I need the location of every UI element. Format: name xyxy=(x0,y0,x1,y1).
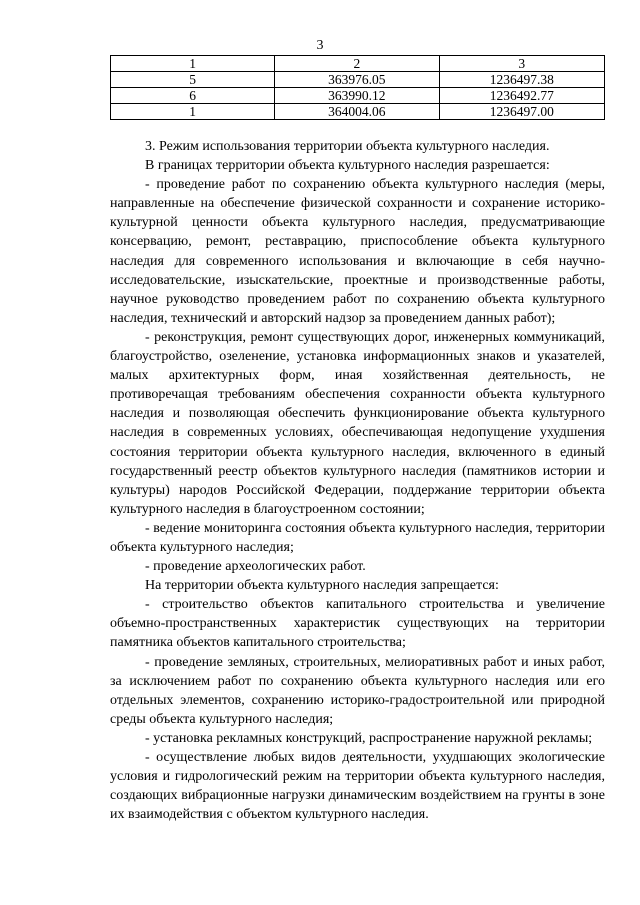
paragraph: На территории объекта культурного наследия запрещается: xyxy=(145,578,499,594)
section-heading: 3. Режим использования территории объекта культурного наследия. xyxy=(145,139,550,154)
table-row xyxy=(111,88,605,104)
table-row xyxy=(111,72,605,88)
table-header-cell: 3 xyxy=(439,56,604,72)
paragraph: - осуществление любых видов деятельности, ухудшающих экологические условия и гидрологический режим на территории объекта культурного наследия, создающих вибрационные нагрузки динамическим воздействием на грунты в зоне их взаимодействия с объектом культурного наследия. xyxy=(110,750,605,823)
table-cell: 363990.12 xyxy=(275,88,439,104)
table-cell: 363976.05 xyxy=(275,72,439,88)
paragraph: - строительство объектов капитального строительства и увеличение объемно-пространственных характеристик существующих на территории памятника объектов капитального строительства; xyxy=(110,597,605,651)
table-cell: 1236497.38 xyxy=(439,72,604,88)
table-cell: 6 xyxy=(111,88,275,104)
table-cell: 364004.06 xyxy=(275,104,439,120)
table-header-row xyxy=(111,56,605,72)
paragraph: - реконструкция, ремонт существующих дорог, инженерных коммуникаций, благоустройство, озеленение, установка информационных знаков и указателей, малых архитектурных форм, иная хозяйственная деятельность, не противоречащая требованиям обеспечения сохранности объекта культурного наследия и позволяющая обеспечить функционирование объекта культурного наследия в современных условиях, обеспечивающая недопущение ухудшения состояния территории объекта культурного наследия, включенного в единый государственный реестр объектов культурного наследия (памятников истории и культуры) народов Российской Федерации, поддержание территории объекта культурного наследия в благоустроенном состоянии; xyxy=(110,329,605,517)
body-text xyxy=(110,137,605,824)
table-cell: 1 xyxy=(111,104,275,120)
paragraph: - ведение мониторинга состояния объекта культурного наследия, территории объекта культурного наследия; xyxy=(110,520,605,555)
table-cell: 1236492.77 xyxy=(439,88,604,104)
paragraph: - проведение археологических работ. xyxy=(145,559,366,575)
paragraph: - проведение земляных, строительных, мелиоративных работ и иных работ, за исключением работ по сохранению объекта культурного наследия или его отдельных элементов, сохранению историко-градостроительной или природной среды объекта культурного наследия; xyxy=(110,654,605,727)
table-cell: 5 xyxy=(111,72,275,88)
page-number: 3 xyxy=(316,38,324,53)
paragraph: - установка рекламных конструкций, распространение наружной рекламы; xyxy=(145,730,593,746)
paragraph: - проведение работ по сохранению объекта культурного наследия (меры, направленные на обеспечение физической сохранности и сохранение историко-культурной ценности объекта культурного наследия, предусматривающие консервацию, ремонт, реставрацию, приспособление объекта культурного наследия для современного использования и включающие в себя научно-исследовательские, изыскательские, проектные и производственные работы, научное руководство проведением работ по сохранению объекта культурного наследия, технический и авторский надзор за проведением данных работ); xyxy=(110,177,605,326)
paragraph: В границах территории объекта культурного наследия разрешается: xyxy=(145,158,550,174)
table-header-cell: 1 xyxy=(111,56,275,72)
table-header-cell: 2 xyxy=(275,56,439,72)
table-row xyxy=(111,104,605,120)
table-cell: 1236497.00 xyxy=(439,104,604,120)
coordinates-table xyxy=(110,55,605,120)
